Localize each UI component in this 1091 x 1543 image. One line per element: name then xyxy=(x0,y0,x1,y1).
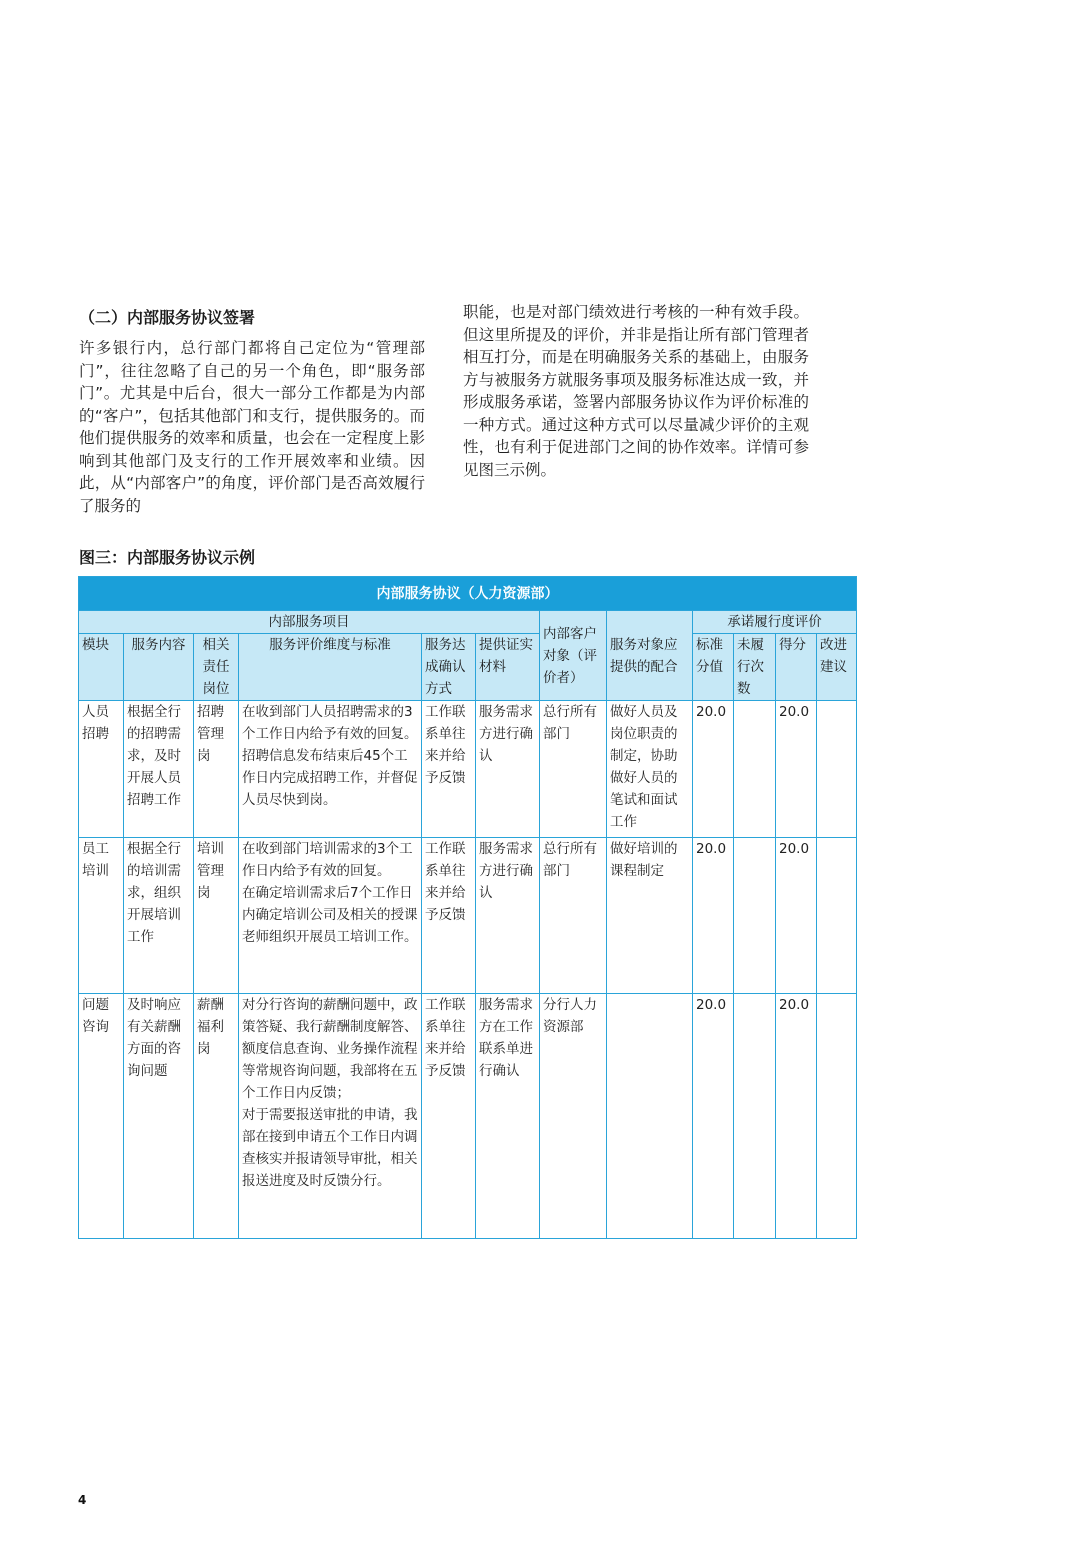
cell-module: 人员招聘 xyxy=(79,701,124,838)
header-group-evaluation: 承诺履行度评价 xyxy=(693,611,857,634)
cell-std-score: 20.0 xyxy=(693,838,734,994)
header-module: 模块 xyxy=(79,634,124,701)
figure-title: 图三：内部服务协议示例 xyxy=(79,548,256,567)
cell-evidence: 服务需求方进行确认 xyxy=(476,701,540,838)
cell-confirm: 工作联系单往来并给予反馈 xyxy=(422,994,476,1239)
header-group-service-items: 内部服务项目 xyxy=(79,611,540,634)
cell-missed xyxy=(734,701,776,838)
cell-content: 根据全行的培训需求，组织开展培训工作 xyxy=(124,838,194,994)
header-client: 内部客户对象（评价者） xyxy=(540,611,607,701)
service-agreement-table xyxy=(78,576,857,1239)
cell-std-score: 20.0 xyxy=(693,701,734,838)
cell-content: 及时响应有关薪酬方面的咨询问题 xyxy=(124,994,194,1239)
header-post: 相关责任岗位 xyxy=(194,634,239,701)
header-confirm: 服务达成确认方式 xyxy=(422,634,476,701)
cell-missed xyxy=(734,838,776,994)
cell-client: 分行人力资源部 xyxy=(540,994,607,1239)
header-group-row xyxy=(79,611,857,634)
cell-standard: 在收到部门人员招聘需求的3个工作日内给予有效的回复。 招聘信息发布结束后45个工作日内完成招聘工作，并督促人员尽快到岗。 xyxy=(239,701,422,838)
cell-content: 根据全行的招聘需求，及时开展人员招聘工作 xyxy=(124,701,194,838)
cell-suggest xyxy=(817,838,857,994)
header-missed: 未履行次数 xyxy=(734,634,776,701)
header-cooperation: 服务对象应提供的配合 xyxy=(607,611,693,701)
cell-client: 总行所有部门 xyxy=(540,701,607,838)
cell-standard: 对分行咨询的薪酬问题中，政策答疑、我行薪酬制度解答、额度信息查询、业务操作流程等常规咨询问题，我部将在五个工作日内反馈； 对于需要报送审批的申请，我部在接到申请五个工作日内调查核实并报请领导审批，相关报送进度及时反馈分行。 xyxy=(239,994,422,1239)
header-score: 得分 xyxy=(776,634,817,701)
header-suggest: 改进建议 xyxy=(817,634,857,701)
cell-cooperation: 做好人员及岗位职责的制定，协助做好人员的笔试和面试工作 xyxy=(607,701,693,838)
cell-client: 总行所有部门 xyxy=(540,838,607,994)
cell-suggest xyxy=(817,994,857,1239)
cell-confirm: 工作联系单往来并给予反馈 xyxy=(422,701,476,838)
cell-post: 招聘管理岗 xyxy=(194,701,239,838)
table-row xyxy=(79,994,857,1239)
cell-standard: 在收到部门培训需求的3个工作日内给予有效的回复。 在确定培训需求后7个工作日内确定培训公司及相关的授课老师组织开展员工培训工作。 xyxy=(239,838,422,994)
cell-score: 20.0 xyxy=(776,701,817,838)
cell-missed xyxy=(734,994,776,1239)
table-row xyxy=(79,838,857,994)
table-row xyxy=(79,701,857,838)
cell-module: 问题咨询 xyxy=(79,994,124,1239)
cell-score: 20.0 xyxy=(776,994,817,1239)
cell-confirm: 工作联系单往来并给予反馈 xyxy=(422,838,476,994)
cell-post: 培训管理岗 xyxy=(194,838,239,994)
cell-score: 20.0 xyxy=(776,838,817,994)
page-number: 4 xyxy=(78,1493,87,1507)
header-row xyxy=(79,634,857,701)
header-evidence: 提供证实材料 xyxy=(476,634,540,701)
section-heading: （二）内部服务协议签署 xyxy=(79,308,256,327)
header-standard: 服务评价维度与标准 xyxy=(239,634,422,701)
body-text-left-column: 许多银行内，总行部门都将自己定位为“管理部门”，往往忽略了自己的另一个角色，即“服务部门”。尤其是中后台，很大一部分工作都是为内部的“客户”，包括其他部门和支行，提供服务的。而他们提供服务的效率和质量，也会在一定程度上影响到其他部门及支行的工作开展效率和业绩。因此，从“内部客户”的角度，评价部门是否高效履行了服务的 xyxy=(79,339,425,515)
cell-evidence: 服务需求方在工作联系单进行确认 xyxy=(476,994,540,1239)
cell-post: 薪酬福利岗 xyxy=(194,994,239,1239)
cell-suggest xyxy=(817,701,857,838)
body-text-right-column: 职能，也是对部门绩效进行考核的一种有效手段。但这里所提及的评价，并非是指让所有部门管理者相互打分，而是在明确服务关系的基础上，由服务方与被服务方就服务事项及服务标准达成一致，并形成服务承诺，签署内部服务协议作为评价标准的一种方式。通过这种方式可以尽量减少评价的主观性，也有利于促进部门之间的协作效率。详情可参见图三示例。 xyxy=(463,303,809,479)
cell-std-score: 20.0 xyxy=(693,994,734,1239)
header-content: 服务内容 xyxy=(124,634,194,701)
table-caption-row xyxy=(79,577,857,611)
cell-module: 员工培训 xyxy=(79,838,124,994)
cell-evidence: 服务需求方进行确认 xyxy=(476,838,540,994)
cell-cooperation: 做好培训的课程制定 xyxy=(607,838,693,994)
table-caption: 内部服务协议（人力资源部） xyxy=(79,577,857,611)
header-std-score: 标准分值 xyxy=(693,634,734,701)
cell-cooperation xyxy=(607,994,693,1239)
